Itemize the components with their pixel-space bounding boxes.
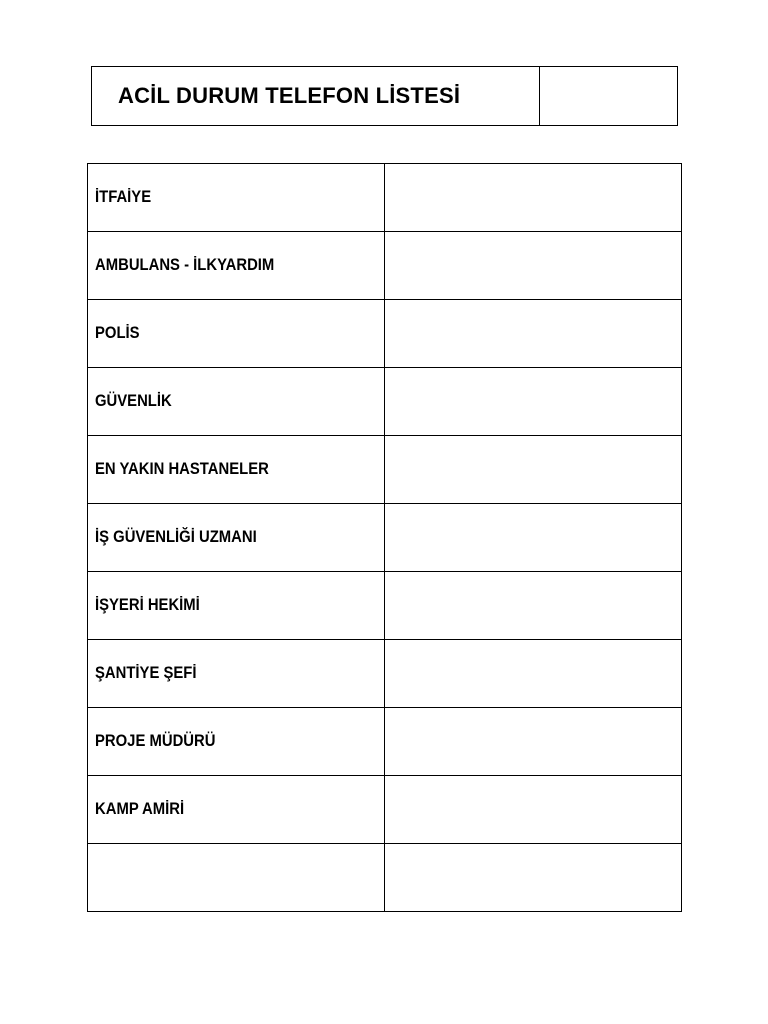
- contact-label: GÜVENLİK: [95, 392, 172, 410]
- table-row: [88, 164, 682, 232]
- contact-phone-cell: [385, 368, 682, 436]
- contact-phone-cell: [385, 572, 682, 640]
- document-title: ACİL DURUM TELEFON LİSTESİ: [92, 67, 540, 125]
- table-row: [88, 300, 682, 368]
- table-row: [88, 572, 682, 640]
- contact-label: KAMP AMİRİ: [95, 800, 185, 818]
- table-row: [88, 436, 682, 504]
- contact-phone-cell: [385, 300, 682, 368]
- contact-label-cell: [88, 232, 385, 300]
- table-row: [88, 232, 682, 300]
- title-side-cell: [540, 67, 677, 125]
- contact-label-cell: [88, 572, 385, 640]
- table-row: [88, 708, 682, 776]
- table-row: [88, 640, 682, 708]
- contact-phone-cell: [385, 776, 682, 844]
- contact-phone-cell: [385, 232, 682, 300]
- contact-label-cell: [88, 164, 385, 232]
- emergency-contacts-table: [87, 163, 682, 912]
- contact-phone-cell: [385, 844, 682, 912]
- contact-phone-cell: [385, 708, 682, 776]
- contact-label-cell: [88, 504, 385, 572]
- contact-label-cell: [88, 640, 385, 708]
- contact-label-cell: [88, 368, 385, 436]
- contact-phone-cell: [385, 164, 682, 232]
- contact-label: EN YAKIN HASTANELER: [95, 460, 269, 478]
- contact-phone-cell: [385, 504, 682, 572]
- contact-label: AMBULANS - İLKYARDIM: [95, 256, 275, 274]
- table-row: [88, 776, 682, 844]
- contact-label: POLİS: [95, 324, 140, 342]
- contact-label-cell: [88, 708, 385, 776]
- table-row: [88, 844, 682, 912]
- contact-label: İTFAİYE: [95, 188, 152, 206]
- contact-phone-cell: [385, 436, 682, 504]
- contact-label-cell: [88, 436, 385, 504]
- contact-phone-cell: [385, 640, 682, 708]
- contact-label: İŞ GÜVENLİĞİ UZMANI: [95, 528, 257, 546]
- contacts-table-body: [88, 164, 682, 912]
- table-row: [88, 504, 682, 572]
- contact-label: PROJE MÜDÜRÜ: [95, 732, 216, 750]
- title-box: [91, 66, 678, 126]
- contact-label: ŞANTİYE ŞEFİ: [95, 664, 197, 682]
- contact-label-cell: [88, 844, 385, 912]
- contact-label-cell: [88, 776, 385, 844]
- table-row: [88, 368, 682, 436]
- contact-label-cell: [88, 300, 385, 368]
- contact-label: İŞYERİ HEKİMİ: [95, 596, 200, 614]
